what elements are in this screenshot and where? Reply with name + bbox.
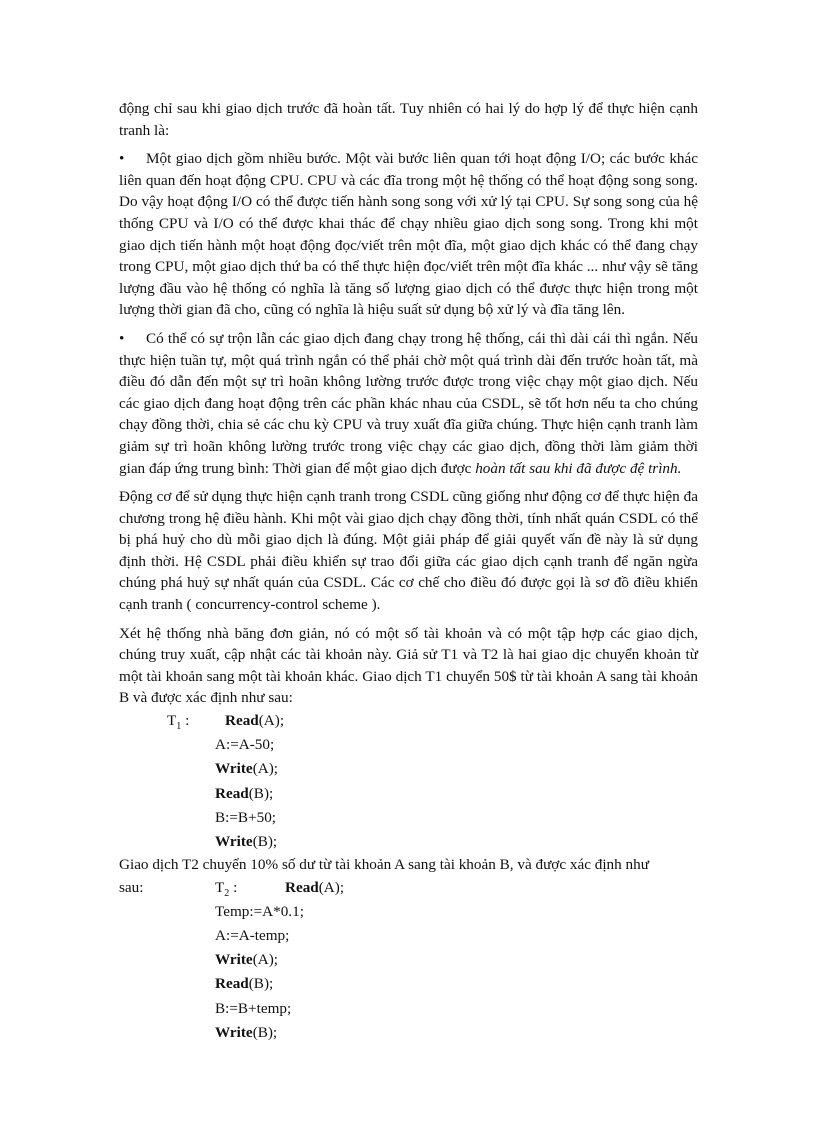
bullet-item-2-italic: hoàn tất sau khi đã được đệ trình. — [475, 459, 682, 477]
code-line: Read(B); — [215, 975, 274, 993]
code-line: Read(A); — [285, 878, 345, 896]
code-line: A:=A-50; — [215, 736, 275, 754]
code-line: Write(A); — [215, 951, 278, 969]
bullet-item-1 — [119, 148, 698, 321]
code-line: B:=B+50; — [215, 808, 277, 826]
code-line: Read(B); — [215, 784, 274, 802]
bullet-icon: • — [119, 150, 125, 168]
intro-paragraph: động chỉ sau khi giao dịch trước đã hoàn tất. Tuy nhiên có hai lý do hợp lý để thực hiện cạnh tranh là: — [119, 100, 698, 139]
bullet-item-2-text: Có thể có sự trộn lẫn các giao dịch đang chạy trong hệ thống, cái thì dài cái thì ngắn. Nếu thực hiện tuần tự, một quá trình ngắn có thể phải chờ một quá trình dài đến trước hoàn tất, mà điều đó dẫn đến một sự trì hoãn không lường trước được trong việc chạy một giao dịch. Nếu các giao dịch đang hoạt động trên các phần khác nhau của CSDL, sẽ tốt hơn nếu ta cho chúng chạy đồng thời, chia sẻ các chu kỳ CPU và truy xuất đĩa giữa chúng. Thực hiện cạnh tranh làm giảm sự trì hoãn không lường trước trong việc chạy các giao dịch, đồng thời làm giảm thời gian đáp ứng trung bình: Thời gian để một giao dịch được — [119, 329, 698, 477]
t1-row-0 — [119, 709, 698, 733]
bullet-item-2 — [119, 328, 698, 479]
code-line: Write(B); — [215, 832, 278, 850]
code-line: Write(A); — [215, 760, 278, 778]
motivation-paragraph: Động cơ để sử dụng thực hiện cạnh tranh trong CSDL cũng giống như động cơ để thực hiện đa chương trong hệ điều hành. Khi một vài giao dịch chạy đồng thời, tính nhất quán CSDL có thể bị phá huỷ cho dù mỗi giao dịch là đúng. Một giải pháp để giải quyết vấn đề này là sử dụng định thời. Hệ CSDL phải điều khiển sự trao đổi giữa các giao dịch cạnh tranh để ngăn ngừa chúng phá huỷ sự nhất quán của CSDL. Các cơ chế cho điều đó được gọi là sơ đồ điều khiển cạnh tranh ( concurrency-control scheme ). — [119, 488, 698, 614]
t2-code-block — [119, 876, 698, 1045]
code-line: Read(A); — [225, 712, 285, 730]
bullet-icon: • — [119, 329, 125, 347]
code-line: A:=A-temp; — [215, 926, 290, 944]
code-line: B:=B+temp; — [215, 999, 292, 1017]
t2-row-0 — [119, 876, 698, 900]
t2-label: $T_2$ : — [215, 878, 238, 899]
t1-label: $T_1$ : — [167, 712, 190, 733]
t2-tail-text: sau: — [119, 878, 144, 896]
document-page — [119, 98, 698, 1045]
code-line: Write(B); — [215, 1023, 278, 1041]
t1-code-block — [119, 709, 698, 854]
bullet-item-1-text: Một giao dịch gồm nhiều bước. Một vài bước liên quan tới hoạt động I/O; các bước khác liên quan đến hoạt động CPU. CPU và các đĩa trong một hệ thống có thể hoạt động song song. Do vậy hoạt động I/O có thể được tiến hành song song với xử lý tại CPU. Sự song song của hệ thống CPU và I/O có thể được khai thác để chạy nhiều giao dịch song song. Trong khi một giao dịch tiến hành một hoạt động đọc/viết trên một đĩa, một giao dịch khác có thể đang chạy trong CPU, một giao dịch thứ ba có thể thực hiện đọc/viết trên một đĩa khác ... như vậy sẽ tăng lượng đầu vào hệ thống có nghĩa là tăng số lượng giao dịch có thể được thực hiện trong một lượng thời gian đã cho, cũng có nghĩa là hiệu suất sử dụng bộ xử lý và đĩa tăng lên. — [119, 150, 698, 319]
bank-paragraph: Xét hệ thống nhà băng đơn giản, nó có một số tài khoản và có một tập hợp các giao dịch, chúng truy xuất, cập nhật các tài khoản này. Giả sử T1 và T2 là hai giao dịc chuyển khoản từ một tài khoản sang một tài khoản khác. Giao dịch T1 chuyển 50$ từ tài khoản A sang tài khoản B và được xác định như sau: — [119, 624, 698, 707]
code-line: Temp:=A*0.1; — [215, 902, 304, 920]
t2-paragraph: Giao dịch T2 chuyển 10% số dư từ tài khoản A sang tài khoản B, và được xác định như — [119, 856, 649, 874]
